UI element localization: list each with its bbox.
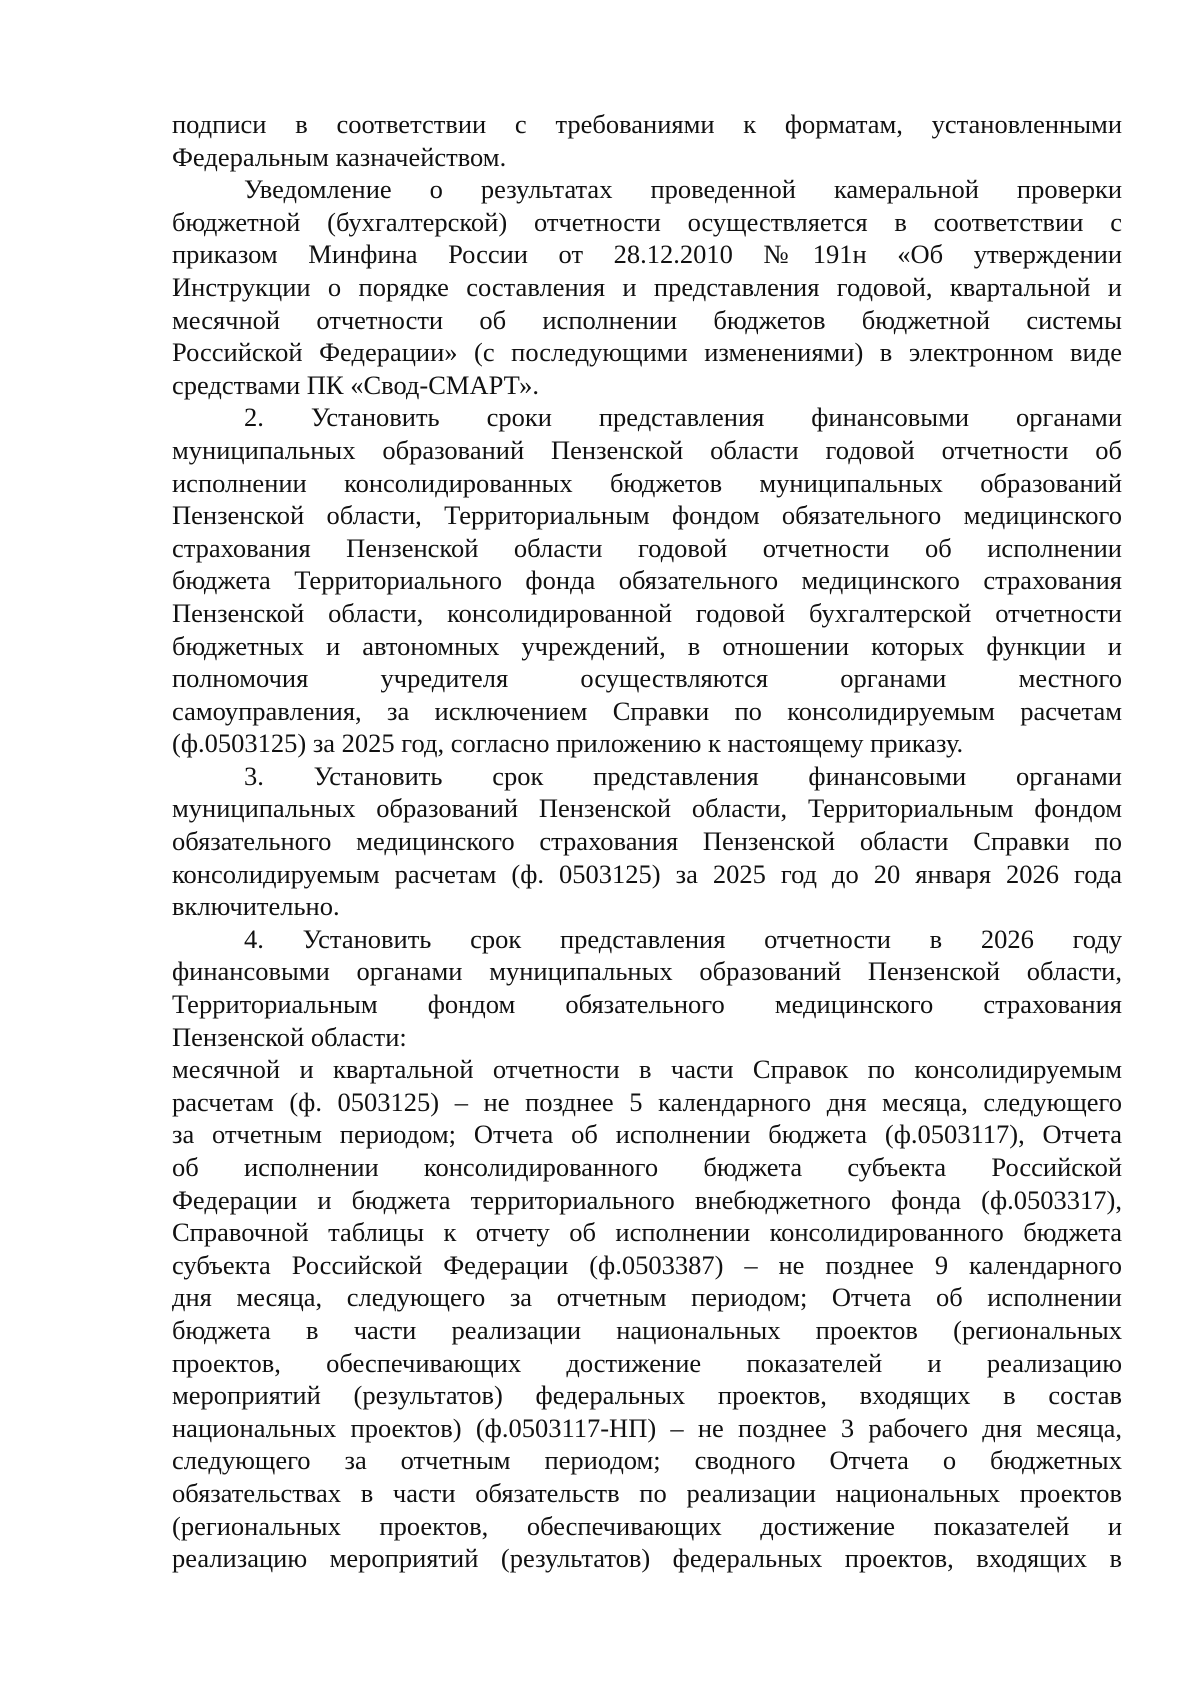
text-line: реализацию мероприятий (результатов) федеральных проектов, входящих в bbox=[172, 1543, 1122, 1574]
text-line: мероприятий (результатов) федеральных проектов, входящих в состав bbox=[172, 1380, 1122, 1411]
text-line: расчетам (ф. 0503125) – не позднее 5 календарного дня месяца, следующего bbox=[172, 1086, 1122, 1117]
text-line: Федерации и бюджета территориального внебюджетного фонда (ф.0503317), bbox=[172, 1184, 1122, 1215]
text-line: страхования Пензенской области годовой отчетности об исполнении bbox=[172, 532, 1122, 563]
text-line: Пензенской области, Территориальным фондом обязательного медицинского bbox=[172, 500, 1122, 531]
text-line: Территориальным фондом обязательного медицинского страхования bbox=[172, 989, 1122, 1020]
text-line: месячной и квартальной отчетности в части Справок по консолидируемым bbox=[172, 1054, 1122, 1085]
text-line: Пензенской области, консолидированной годовой бухгалтерской отчетности bbox=[172, 597, 1122, 628]
text-line: об исполнении консолидированного бюджета субъекта Российской bbox=[172, 1152, 1122, 1182]
text-line: 2. Установить сроки представления финансовыми органами bbox=[244, 402, 1122, 433]
text-line: приказом Минфина России от 28.12.2010 №191н «Об утверждении bbox=[172, 239, 1122, 270]
text-line: бюджета Территориального фонда обязательного медицинского страхования bbox=[172, 565, 1122, 596]
text-line: (ф.0503125) за 2025 год, согласно приложению к настоящему приказу. bbox=[172, 728, 964, 759]
document-page bbox=[172, 108, 1122, 1575]
text-line: 3. Установить срок представления финансовыми органами bbox=[244, 760, 1122, 791]
text-line: консолидируемым расчетам (ф. 0503125) за 2025 год до 20 января 2026 года bbox=[172, 858, 1122, 889]
text-line: муниципальных образований Пензенской области, Территориальным фондом bbox=[172, 793, 1122, 824]
text-line: полномочия учредителя осуществляются органами местного bbox=[172, 663, 1122, 694]
text-line: бюджета в части реализации национальных проектов (региональных bbox=[172, 1314, 1122, 1345]
text-line: дня месяца, следующего за отчетным периодом; Отчета об исполнении bbox=[172, 1282, 1122, 1313]
text-line: исполнении консолидированных бюджетов муниципальных образований bbox=[172, 467, 1122, 498]
text-line: подписи в соответствии с требованиями к форматам, установленными bbox=[172, 109, 1122, 139]
text-line: бюджетной (бухгалтерской) отчетности осуществляется в соответствии с bbox=[172, 206, 1122, 237]
text-line: включительно. bbox=[172, 891, 340, 922]
text-line: проектов, обеспечивающих достижение показателей и реализацию bbox=[172, 1347, 1122, 1378]
text-line: обязательного медицинского страхования Пензенской области Справки по bbox=[172, 826, 1122, 857]
text-line: за отчетным периодом; Отчета об исполнении бюджета (ф.0503117), Отчета bbox=[172, 1119, 1122, 1150]
text-line: обязательствах в части обязательств по реализации национальных проектов bbox=[172, 1477, 1122, 1508]
text-line: национальных проектов) (ф.0503117-НП) – не позднее 3 рабочего дня месяца, bbox=[172, 1412, 1122, 1443]
text-line: финансовыми органами муниципальных образований Пензенской области, bbox=[172, 956, 1122, 987]
text-line: месячной отчетности об исполнении бюджетов бюджетной системы bbox=[172, 304, 1122, 335]
text-line: средствами ПК «Свод-СМАРТ». bbox=[172, 369, 540, 400]
text-line: Уведомление о результатах проведенной камеральной проверки bbox=[244, 174, 1122, 205]
text-line: бюджетных и автономных учреждений, в отношении которых функции и bbox=[172, 630, 1122, 661]
text-line: Федеральным казначейством. bbox=[172, 141, 507, 172]
text-line: Пензенской области: bbox=[172, 1021, 407, 1052]
text-line: субъекта Российской Федерации (ф.0503387) – не позднее 9 календарного bbox=[172, 1249, 1122, 1280]
text-line: самоуправления, за исключением Справки по консолидируемым расчетам bbox=[172, 695, 1122, 726]
text-line: (региональных проектов, обеспечивающих достижение показателей и bbox=[172, 1510, 1122, 1541]
text-line: следующего за отчетным периодом; сводного Отчета о бюджетных bbox=[172, 1445, 1122, 1476]
text-line: муниципальных образований Пензенской области годовой отчетности об bbox=[172, 434, 1122, 465]
text-line: Справочной таблицы к отчету об исполнении консолидированного бюджета bbox=[172, 1217, 1122, 1248]
text-line: Российской Федерации» (с последующими изменениями) в электронном виде bbox=[172, 337, 1122, 368]
text-line: Инструкции о порядке составления и представления годовой, квартальной и bbox=[172, 271, 1122, 302]
text-line: 4. Установить срок представления отчетности в 2026 году bbox=[244, 923, 1122, 954]
